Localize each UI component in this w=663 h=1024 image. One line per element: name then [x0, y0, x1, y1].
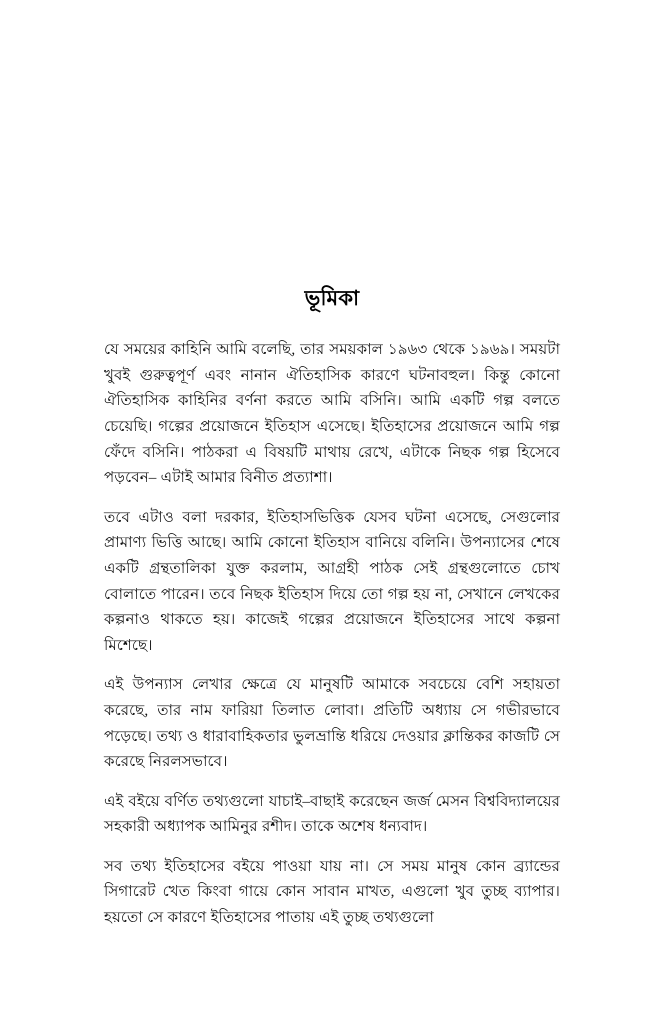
paragraph: সব তথ্য ইতিহাসের বইয়ে পাওয়া যায় না। সে সময় মানুষ কোন ব্র্যান্ডের সিগারেট খেত কিংবা গায়ে কোন সাবান মাখত, এগুলো খুব তুচ্ছ ব্যাপার। হয়তো সে কারণে ইতিহাসের পাতায় এই তুচ্ছ তথ্যগুলো [104, 857, 560, 927]
paragraph: তবে এটাও বলা দরকার, ইতিহাসভিত্তিক যেসব ঘটনা এসেছে, সেগুলোর প্রামাণ্য ভিত্তি আছে। আমি কোনো ইতিহাস বানিয়ে বলিনি। উপন্যাসের শেষে একটি গ্রন্থতালিকা যুক্ত করলাম, আগ্রহী পাঠক সেই গ্রন্থগুলোতে চোখ বোলাতে পারেন। তবে নিছক ইতিহাস দিয়ে তো গল্প হয় না, সেখানে লেখকের কল্পনাও থাকতে হয়। কাজেই গল্পের প্রয়োজনে ইতিহাসের সাথে কল্পনা মিশেছে। [104, 508, 560, 654]
paragraph: এই বইয়ে বর্ণিত তথ্যগুলো যাচাই–বাছাই করেছেন জর্জ মেসন বিশ্ববিদ্যালয়ের সহকারী অধ্যাপক আমিনুর রশীদ। তাকে অশেষ ধন্যবাদ। [104, 792, 560, 836]
paragraph: এই উপন্যাস লেখার ক্ষেত্রে যে মানুষটি আমাকে সবচেয়ে বেশি সহায়তা করেছে, তার নাম ফারিয়া তিলাত লোবা। প্রতিটি অধ্যায় সে গভীরভাবে পড়েছে। তথ্য ও ধারাবাহিকতার ভুলভ্রান্তি ধরিয়ে দেওয়ার ক্লান্তিকর কাজটি সে করেছে নিরলসভাবে। [104, 676, 560, 771]
chapter-title: ভূমিকা [304, 286, 360, 310]
paragraph: যে সময়ের কাহিনি আমি বলেছি, তার সময়কাল ১৯৬৩ থেকে ১৯৬৯। সময়টা খুবই গুরুত্বপূর্ণ এবং নানান ঐতিহাসিক কারণে ঘটনাবহুল। কিন্তু কোনো ঐতিহাসিক কাহিনির বর্ণনা করতে আমি বসিনি। আমি একটি গল্প বলতে চেয়েছি। গল্পের প্রয়োজনে ইতিহাস এসেছে। ইতিহাসের প্রয়োজনে আমি গল্প ফেঁদে বসিনি। পাঠকরা এ বিষয়টি মাথায় রেখে, এটাকে নিছক গল্প হিসেবে পড়বেন– এটাই আমার বিনীত প্রত্যাশা। [104, 341, 560, 487]
page-content-block [104, 286, 560, 931]
body-text-container [104, 337, 560, 930]
